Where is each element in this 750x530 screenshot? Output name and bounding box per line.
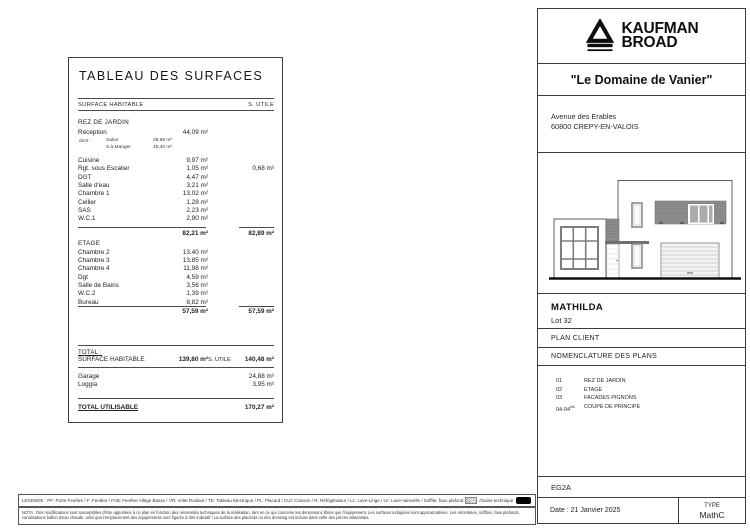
room-area: 4,47 m² <box>186 173 208 181</box>
model-section <box>538 294 745 329</box>
room-label: Dgt <box>78 273 88 281</box>
total-habitable-value: 139,80 m² <box>178 356 208 363</box>
surface-row <box>78 290 274 298</box>
room-area: 4,59 m² <box>186 273 208 281</box>
address-line1: Avenue des Erables <box>551 112 617 121</box>
plan-item <box>538 403 745 414</box>
address-line2: 60800 CREPY-EN-VALOIS <box>551 122 639 131</box>
brand-line2: BROAD <box>621 34 678 51</box>
room-label: Loggia <box>78 381 98 388</box>
rez-rows <box>78 157 274 224</box>
gaine-technique-swatch-icon <box>516 497 531 504</box>
subtotal-rule <box>78 306 206 307</box>
room-label: Salle d'eau <box>78 182 110 190</box>
room-label: Chambre 3 <box>78 256 110 264</box>
plan-number: 02 <box>556 386 563 393</box>
plan-number <box>556 403 584 414</box>
room-area: 1,39 m² <box>186 290 208 298</box>
date-type-row <box>538 498 745 523</box>
room-area: 13,85 m² <box>182 256 208 264</box>
surfaces-table-header <box>78 98 274 111</box>
plan-number: 01 <box>556 378 563 384</box>
surface-row <box>78 157 274 165</box>
room-area: 13,02 m² <box>182 190 208 198</box>
legend-text: LEGENDE : PF: Porte Fenêtre / F: Fenêtre / FAB: Fenêtre Allège Basse / VR: Volet Roulant / TE: Tableau Electrique / PL: Placard / CUI: Cuisson / R: Réfrigérateur / LL: Lave-Linge / LV: Lave-Vaisselle / Soffite, faux plafond <box>22 498 464 503</box>
plan-item <box>538 394 745 403</box>
divider-rule <box>78 367 274 368</box>
house-elevation-svg <box>538 153 745 293</box>
house-elevation-drawing <box>538 153 745 294</box>
lot-number: Lot 32 <box>551 316 572 325</box>
room-label: W.C.2 <box>78 290 96 298</box>
plan-number-suffix: bis <box>570 404 575 409</box>
etage-subtotal-row <box>78 308 274 316</box>
subtotal-habitable: 82,21 m² <box>182 229 208 237</box>
room-area: 1,28 m² <box>186 198 208 206</box>
room-label: Réception <box>78 129 107 136</box>
subtotal-utile: 82,89 m² <box>248 229 274 237</box>
title-block <box>537 8 746 524</box>
surfaces-table <box>68 57 283 423</box>
plan-label: REZ DE JARDIN <box>584 378 626 384</box>
surface-row <box>78 129 274 137</box>
total-utile-value: 140,48 m² <box>244 356 274 363</box>
dont-label: dont : <box>79 139 92 144</box>
room-label: DGT <box>78 173 92 181</box>
surface-row <box>78 249 274 257</box>
plan-number: 03 <box>556 395 563 402</box>
total-utilisable-row <box>78 404 274 412</box>
col-habitable-label: SURFACE HABITABLE <box>78 101 144 108</box>
room-label: Salon <box>106 137 119 143</box>
room-area: 28,69 m² <box>153 137 172 143</box>
room-label: Rgt. sous Escalier <box>78 165 130 173</box>
nota-bar <box>18 507 536 525</box>
total-utile-label: S. UTILE <box>208 357 231 363</box>
type-label: TYPE <box>704 502 720 509</box>
plan-client-label: PLAN CLIENT <box>538 329 745 348</box>
subtotal-rule <box>239 306 274 307</box>
total-label: TOTAL : <box>78 348 102 356</box>
subtotal-utile: 57,59 m² <box>248 308 274 315</box>
room-area: 9,97 m² <box>186 157 208 164</box>
room-label: Chambre 2 <box>78 248 110 256</box>
room-label: Garage <box>78 373 100 380</box>
surface-row <box>78 257 274 265</box>
brand-line1: KAUFMAN <box>621 19 699 37</box>
surfaces-table-title: TABLEAU DES SURFACES <box>79 69 264 83</box>
surface-row <box>78 274 274 282</box>
plan-label: ETAGE <box>584 386 603 393</box>
rez-subtotal-row <box>78 230 274 238</box>
divider-rule <box>78 398 274 399</box>
room-area: 2,23 m² <box>186 207 208 215</box>
surface-row <box>78 265 274 273</box>
room-area: 11,98 m² <box>183 265 208 273</box>
surface-row <box>78 207 274 215</box>
room-label: Chambre 4 <box>78 265 110 273</box>
room-area-utile: 0,68 m² <box>252 165 274 173</box>
room-label: S.à Manger <box>106 144 131 150</box>
room-area: 1,05 m² <box>186 165 208 173</box>
subtotal-rule <box>78 227 206 228</box>
plan-number-main: 04-04 <box>556 406 571 413</box>
type-value: MathC <box>699 509 725 520</box>
legend-gaine-text: /Gaine technique <box>479 498 514 503</box>
room-label: Cuisine <box>78 157 100 164</box>
brand-logo <box>538 9 745 64</box>
legend-bar <box>18 494 536 507</box>
total-habitable-label: SURFACE HABITABLE <box>78 356 145 363</box>
annex-row <box>78 381 274 389</box>
total-rule <box>78 345 274 346</box>
section-etage: ETAGE <box>78 240 101 247</box>
room-label: Chambre 1 <box>78 190 110 198</box>
program-title: "Le Domaine de Vanier" <box>538 64 745 96</box>
surface-row <box>78 165 274 173</box>
model-name: MATHILDA <box>551 302 604 313</box>
program-address <box>538 96 745 153</box>
subtotal-habitable: 57,59 m² <box>182 308 208 315</box>
brand-name <box>621 19 699 51</box>
col-utile-label: S. UTILE <box>248 101 274 108</box>
total-utilisable-label: TOTAL UTILISABLE <box>78 404 138 411</box>
total-utilisable-value: 170,27 m² <box>244 404 274 411</box>
subtotal-rule <box>239 227 274 228</box>
surface-row <box>78 215 274 223</box>
room-area: 15,40 m² <box>153 144 172 150</box>
room-area-utile: 24,88 m² <box>248 373 274 380</box>
dont-rows <box>106 138 172 153</box>
etage-rows <box>78 249 274 307</box>
room-area: 13,40 m² <box>182 248 208 256</box>
surface-row <box>78 182 274 190</box>
soffit-hatch-swatch-icon <box>465 497 477 504</box>
room-area: 8,82 m² <box>186 298 208 306</box>
room-area-utile: 3,95 m² <box>252 381 274 388</box>
dont-row <box>106 138 172 145</box>
dont-row <box>106 145 172 152</box>
surface-row <box>78 282 274 290</box>
surface-row <box>78 190 274 198</box>
room-area: 3,21 m² <box>186 182 208 190</box>
surface-row <box>78 199 274 207</box>
type-cell <box>679 498 745 523</box>
plan-item <box>538 386 745 395</box>
nota-line2: canalisations ballon d'eau chaude, ainsi que l'emplacement des équipements sont figurés à titre indicatif ! La surface des placards ou des dressing est incluse dans celle des pièces attenantes. <box>22 514 370 520</box>
plan-label: FACADES PIGNONS <box>584 395 637 402</box>
room-label: W.C.1 <box>78 215 96 223</box>
project-code: EG2A <box>538 477 745 498</box>
surface-row <box>78 174 274 182</box>
room-label: SAS <box>78 207 91 215</box>
total-row <box>78 356 274 364</box>
plan-label: COUPE DE PRINCIPE <box>584 403 641 410</box>
plan-item <box>538 377 745 386</box>
nomenclature-title: NOMENCLATURE DES PLANS <box>538 348 745 366</box>
room-label: Cellier <box>78 198 97 206</box>
nota-line1: NOTA : Des modifications sont susceptibles d'être apportées à ce plan en fonction des nécessités techniques de la réalisation, tant en ce qui concerne les dimensions libres que l'équipement. Les surfaces indiquées sont approximatives. Les retombées, soffites, faux plafonds, <box>22 509 520 515</box>
room-area: 2,90 m² <box>186 215 208 223</box>
plans-list <box>538 366 745 477</box>
room-label: Salle de Bains <box>78 281 119 289</box>
section-rez-de-jardin: REZ DE JARDIN <box>78 119 129 126</box>
room-area: 44,09 m² <box>182 129 208 136</box>
kaufman-broad-triangle-icon <box>585 19 615 53</box>
room-area: 3,56 m² <box>186 281 208 289</box>
date-label: Date : 21 Janvier 2025 <box>538 498 679 523</box>
room-label: Bureau <box>78 298 99 306</box>
